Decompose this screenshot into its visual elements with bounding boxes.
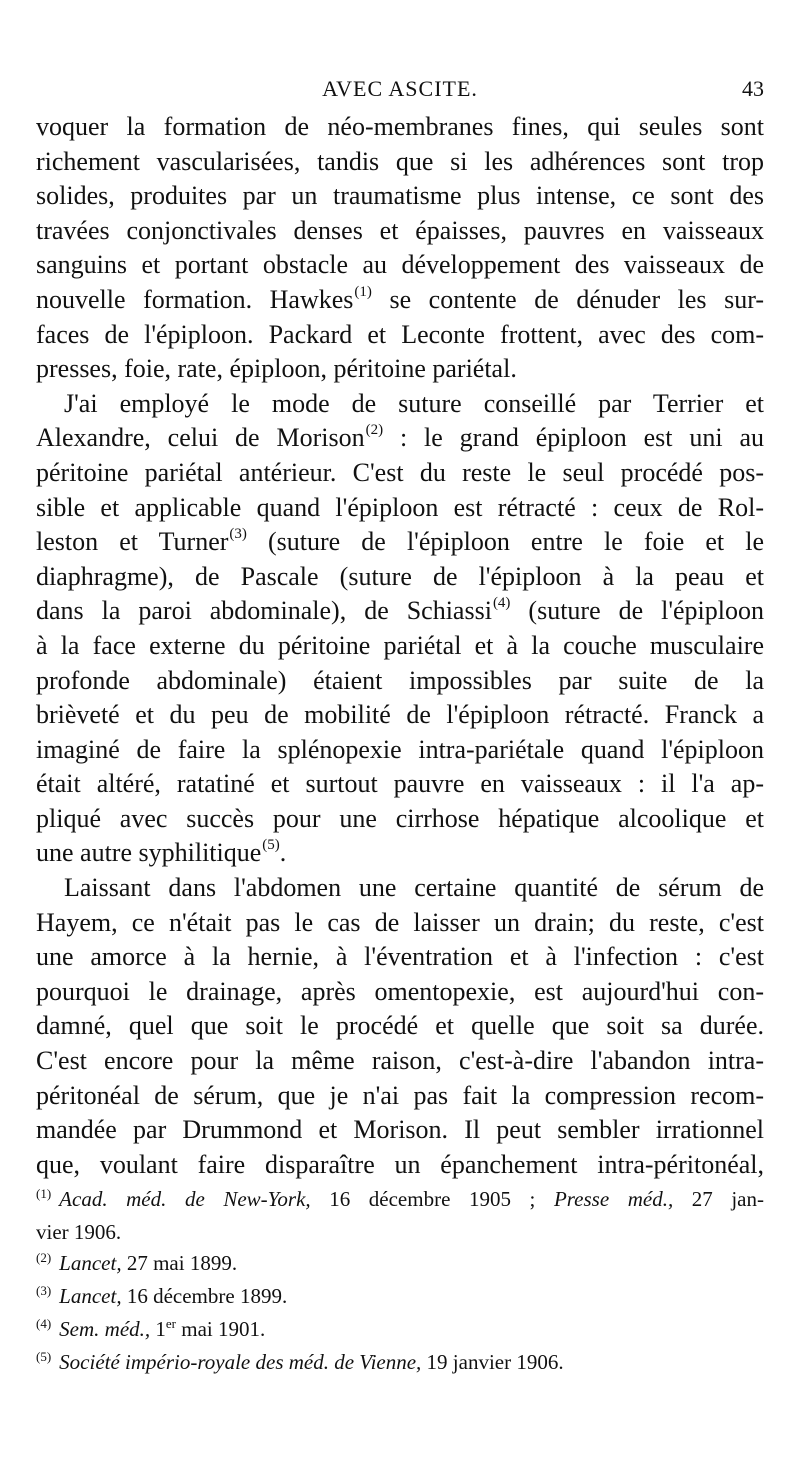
footnote-ref[interactable]: (2) <box>365 422 384 439</box>
text-line: travées conjonctivales denses et épaisses, pauvres en vaisseaux <box>36 215 764 245</box>
text-segment: (suture de l'épiploon entre le foie et le <box>246 527 764 557</box>
citation-title: Sem. méd., <box>59 1317 151 1341</box>
text-line: J'ai employé le mode de suture conseillé par Terrier et <box>64 388 764 418</box>
citation-text: 1 <box>150 1317 166 1341</box>
text-line: damné, quel que soit le procédé et quelle que soit sa durée. <box>36 1011 764 1041</box>
footnote-marker: (2) <box>36 1250 52 1265</box>
footnote-3 <box>36 1281 764 1314</box>
text-line: voquer la formation de néo-membranes fines, qui seules sont <box>36 112 764 141</box>
footnote-ref[interactable]: (3) <box>229 526 247 543</box>
citation-text: 16 décembre 1899. <box>121 1284 288 1308</box>
running-title: AVEC ASCITE. <box>322 76 478 101</box>
text-line: Hayem, ce n'était pas le cas de laisser un drain; du reste, c'est <box>36 907 764 937</box>
body-text <box>36 110 764 1182</box>
footnote-5 <box>36 1347 764 1380</box>
text-segment: . <box>279 838 287 868</box>
text-line: brièveté et du peu de mobilité de l'épiploon rétracté. Franck a <box>36 700 764 730</box>
text-line: profonde abdominale) étaient impossibles par suite de la <box>36 665 764 695</box>
text-line: sanguins et portant obstacle au développement des vaisseaux de <box>36 250 764 280</box>
ordinal-suffix: er <box>165 1316 177 1331</box>
citation-text: 27 mai 1899. <box>121 1251 238 1275</box>
text-segment: dans la paroi abdominale), de Schiassi <box>36 596 492 626</box>
footnote-ref[interactable]: (1) <box>354 283 372 300</box>
text-line: une amorce à la hernie, à l'éventration et à l'infection : c'est <box>36 942 764 972</box>
text-line: faces de l'épiploon. Packard et Leconte frottent, avec des com- <box>36 319 764 349</box>
text-line: était altéré, ratatiné et surtout pauvre en vaisseaux : il l'a ap- <box>36 769 764 799</box>
citation-text: 27 jan- <box>673 1187 764 1211</box>
text-line: solides, produites par un traumatisme plus intense, ce sont des <box>36 181 764 211</box>
page-header <box>36 76 764 106</box>
citation-text: 16 décembre 1905 ; <box>310 1187 554 1211</box>
text-line: à la face externe du péritoine pariétal et à la couche musculaire <box>36 630 764 660</box>
footnote-marker: (1) <box>36 1186 52 1201</box>
text-segment: se contente de dénuder les sur- <box>389 284 764 314</box>
footnote-ref[interactable]: (4) <box>492 595 511 612</box>
citation-title: Acad. méd. de New-York, <box>59 1187 311 1211</box>
text-line: C'est encore pour la même raison, c'est-à-dire l'abandon intra- <box>36 1046 764 1076</box>
text-line <box>36 421 764 456</box>
footnote-marker: (5) <box>36 1349 52 1364</box>
text-segment: (suture de l'épiploon <box>510 596 764 626</box>
text-line: péritonéal de sérum, que je n'ai pas fait la compression recom- <box>36 1080 764 1110</box>
text-line: pliqué avec succès pour une cirrhose hépatique alcoolique et <box>36 803 764 833</box>
text-line: presses, foie, rate, épiploon, péritoine pariétal. <box>36 354 517 384</box>
text-line: pourquoi le drainage, après omentopexie, est aujourd'hui con- <box>36 976 764 1006</box>
citation-text: mai 1901. <box>176 1317 266 1341</box>
text-line: mandée par Drummond et Morison. Il peut sembler irrationnel <box>36 1115 764 1145</box>
footnote-4 <box>36 1314 764 1347</box>
text-segment: une autre syphilitique <box>36 838 262 868</box>
text-line: diaphragme), de Pascale (suture de l'épiploon à la peau et <box>36 561 764 591</box>
citation-title: Presse méd., <box>553 1187 674 1211</box>
text-segment: Alexandre, celui de Morison <box>36 423 365 453</box>
citation-title: Lancet, <box>59 1284 122 1308</box>
text-segment: : le grand épiploon est uni au <box>383 423 764 453</box>
text-line <box>36 594 764 629</box>
citation-text: 19 janvier 1906. <box>421 1350 564 1374</box>
footnote-ref[interactable]: (5) <box>262 837 280 854</box>
footnote-2 <box>36 1248 764 1281</box>
text-line <box>36 283 764 318</box>
text-line: péritoine pariétal antérieur. C'est du reste le seul procédé pos- <box>36 457 764 487</box>
footnote-1 <box>36 1184 764 1217</box>
footnote-1-continued: vier 1906. <box>36 1220 122 1244</box>
text-line: richement vascularisées, tandis que si les adhérences sont trop <box>36 146 764 176</box>
citation-title: Société império-royale des méd. de Vienne, <box>59 1350 422 1374</box>
text-segment: nouvelle formation. Hawkes <box>36 284 354 314</box>
footnote-marker: (3) <box>36 1283 52 1298</box>
footnotes <box>36 1184 764 1380</box>
footnote-marker: (4) <box>36 1316 52 1331</box>
text-line: imaginé de faire la splénopexie intra-pariétale quand l'épiploon <box>36 734 764 764</box>
page-number: 43 <box>742 76 764 101</box>
text-line <box>36 836 764 871</box>
citation-title: Lancet, <box>59 1251 122 1275</box>
text-line: Laissant dans l'abdomen une certaine quantité de sérum de <box>64 873 764 903</box>
text-line: sible et applicable quand l'épiploon est rétracté : ceux de Rol- <box>36 492 764 522</box>
text-line: que, voulant faire disparaître un épanchement intra-péritonéal, <box>36 1149 764 1179</box>
text-segment: leston et Turner <box>36 527 229 557</box>
text-line <box>36 525 764 560</box>
